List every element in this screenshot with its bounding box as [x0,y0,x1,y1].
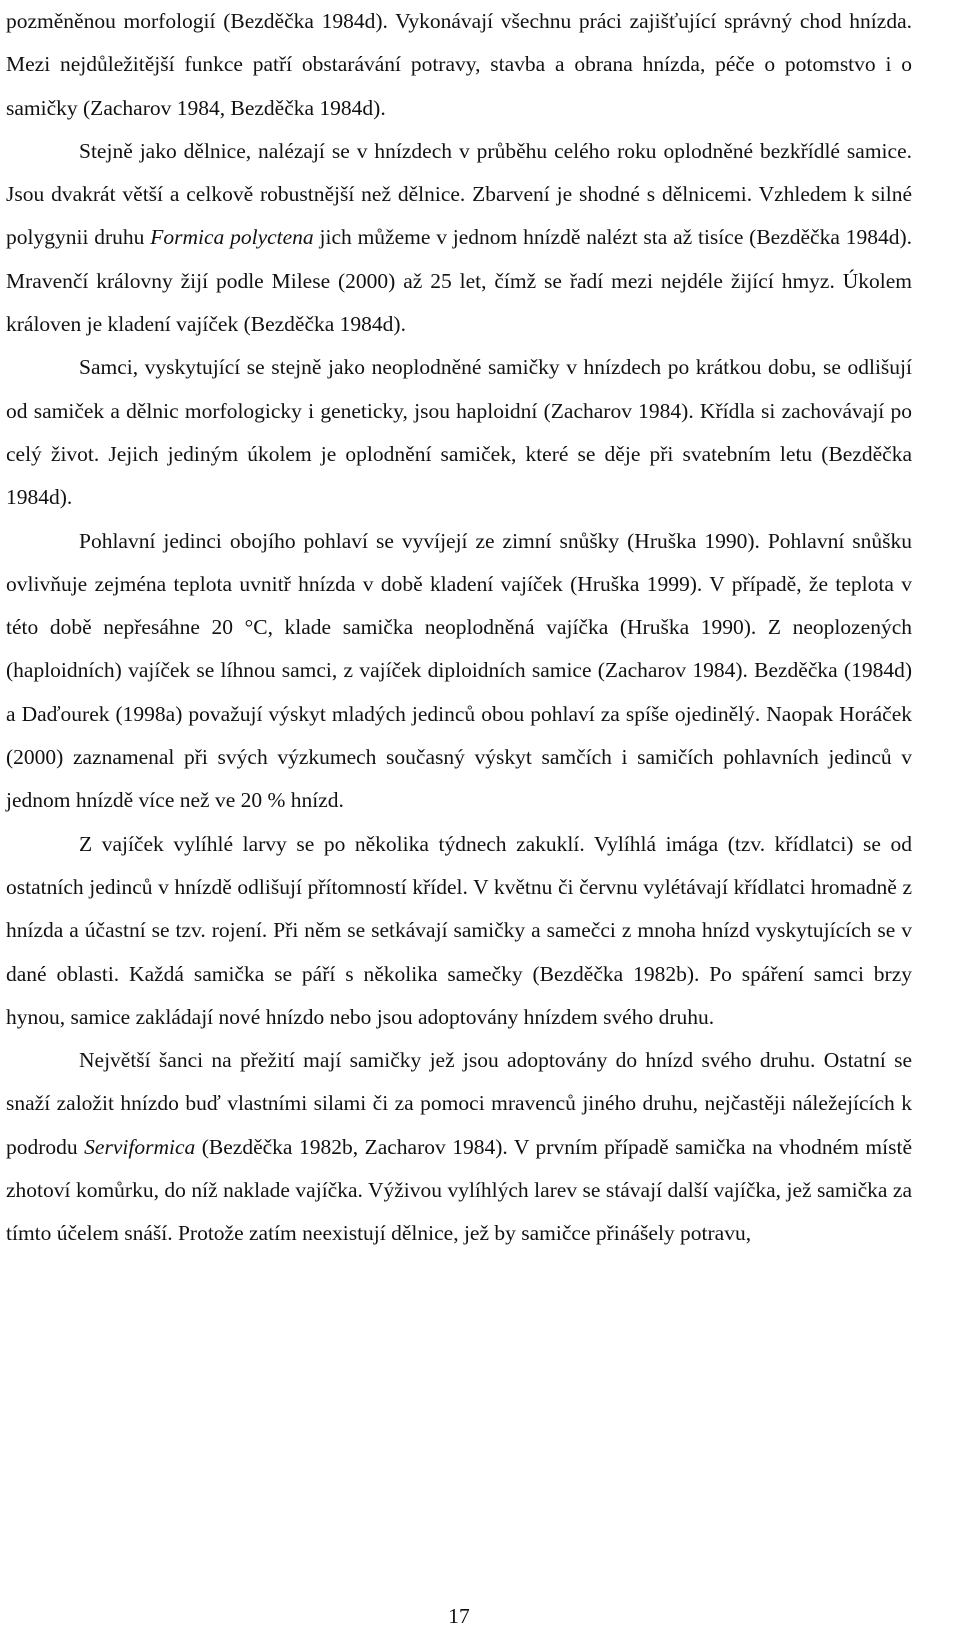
text-segment: Samci, vyskytující se stejně jako neoplodněné samičky v hnízdech po krátkou dobu, se odlišují od samiček a dělnic morfologicky i geneticky, jsou haploidní (Zacharov 1984). Křídla si zachovávají po celý život. Jejich jediným úkolem je oplodnění samiček, které se děje při svatebním letu (Bezděčka 1984d). [6,355,912,510]
text-segment: (Bezděčka 1982b, Zacharov 1984). V prvním případě samička na vhodném místě zhotoví komůrku, do níž naklade vajíčka. Výživou vylíhlých larev se stávají další vajíčka, jež samička za tímto účelem snáší. Protože zatím neexistují dělnice, jež by samičce přinášely potravu, [6,1134,912,1246]
species-name-italic: Formica polyctena [150,225,314,250]
paragraph-1 [6,0,912,130]
text-segment: Pohlavní jedinci obojího pohlaví se vyvíjejí ze zimní snůšky (Hruška 1990). Pohlavní snůšku ovlivňuje zejména teplota uvnitř hnízda v době kladení vajíček (Hruška 1999). V případě, že teplota v této době nepřesáhne 20 °C, klade samička neoplodněná vajíčka (Hruška 1990). Z neoplozených (haploidních) vajíček se líhnou samci, z vajíček diploidních samice (Zacharov 1984). Bezděčka (1984d) a Daďourek (1998a) považují výskyt mladých jedinců obou pohlaví za spíše ojedinělý. Naopak Horáček (2000) zaznamenal při svých výzkumech současný výskyt samčích i samičích pohlavních jedinců v jednom hnízdě více než ve 20 % hnízd. [6,528,912,813]
text-segment: Z vajíček vylíhlé larvy se po několika týdnech zakuklí. Vylíhlá imága (tzv. křídlatci) se od ostatních jedinců v hnízdě odlišují přítomností křídel. V květnu či červnu vylétávají křídlatci hromadně z hnízda a účastní se tzv. rojení. Při něm se setkávají samičky a samečci z mnoha hnízd vyskytujících se v dané oblasti. Každá samička se páří s několika samečky (Bezděčka 1982b). Po spáření samci brzy hynou, samice zakládají nové hnízdo nebo jsou adoptovány hnízdem svého druhu. [6,831,912,1029]
text-segment: pozměněnou morfologií (Bezděčka 1984d). Vykonávají všechnu práci zajišťující správný chod hnízda. Mezi nejdůležitější funkce patří obstarávání potravy, stavba a obrana hnízda, péče o potomstvo i o samičky (Zacharov 1984, Bezděčka 1984d). [6,9,912,120]
paragraph-3 [6,346,912,519]
body-text [6,0,912,1256]
text-segment: Stejně jako dělnice, nalézají se v hnízdech v průběhu celého roku oplodněné bezkřídlé samice. Jsou dvakrát větší a celkově robustnější než dělnice. Zbarvení je shodné s dělnicemi. Vzhledem k silné polygynii druhu [6,138,912,250]
subgenus-name-italic: Serviformica [84,1134,196,1159]
paragraph-4 [6,520,912,823]
paragraph-5 [6,823,912,1039]
text-segment: jich můžeme v jednom hnízdě nalézt sta až tisíce (Bezděčka 1984d). Mravenčí královny žijí podle Milese (2000) až 25 let, čímž se řadí mezi nejdéle žijící hmyz. Úkolem královen je kladení vajíček (Bezděčka 1984d). [6,225,913,337]
page-number: 17 [448,1604,470,1628]
paragraph-2 [6,130,912,346]
paragraph-6 [6,1039,912,1255]
text-segment: Největší šanci na přežití mají samičky jež jsou adoptovány do hnízd svého druhu. Ostatní se snaží založit hnízdo buď vlastními silami či za pomoci mravenců jiného druhu, nejčastěji náležejících k podrodu [6,1048,912,1159]
